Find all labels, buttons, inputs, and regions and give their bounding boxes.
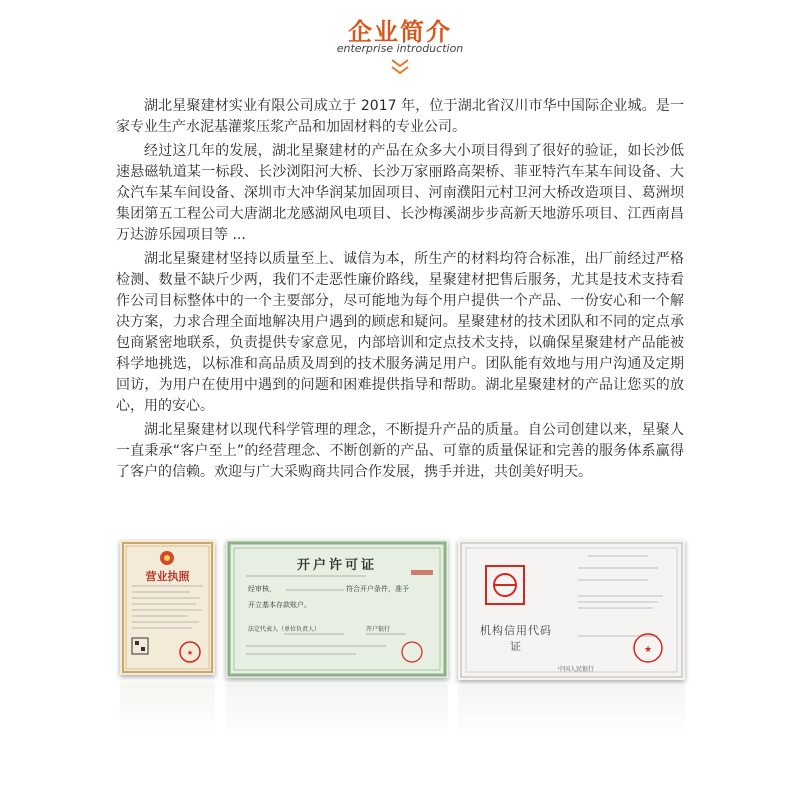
svg-text:★: ★ bbox=[643, 645, 653, 655]
account-permit-reflection bbox=[226, 684, 448, 734]
credit-code-title: 机构信用代码证 bbox=[480, 624, 552, 653]
credit-code-certificate bbox=[458, 540, 685, 680]
chevron-down-icon bbox=[387, 58, 413, 76]
credit-code-reflection bbox=[458, 686, 685, 736]
paragraph-management: 湖北星聚建材以现代科学管理的理念，不断提升产品的质量。自公司创建以来，星聚人一直秉承“客户至上”的经营理念、不断创新的产品、可靠的质量保证和完善的服务体系赢得了客户的信赖。欢迎与广大采购商共同合作发展，携手并进，共创美好明天。 bbox=[116, 422, 684, 480]
credit-logo-icon bbox=[486, 566, 524, 604]
permit-line-legal-rep: 法定代表人（单位负责人） bbox=[248, 626, 321, 633]
business-license-certificate bbox=[120, 540, 215, 675]
svg-text:★: ★ bbox=[186, 649, 194, 657]
permit-line-approved: 经审核， bbox=[248, 585, 276, 593]
bank-seal-icon bbox=[402, 642, 422, 662]
permit-line-bank: 开户银行 bbox=[366, 626, 391, 633]
qr-code-icon bbox=[132, 638, 148, 654]
paragraph-quality: 湖北星聚建材坚持以质量至上、诚信为本，所生产的材料均符合标准，出厂前经过严格检测、数量不缺斤少两，我们不走恶性廉价路线，星聚建材把售后服务，尤其是技术支持看作公司目标整体中的一个主要部分，尽可能地为每个用户提供一个产品、一份安心和一个解决方案，力求合理全面地解决用户遇到的顾虑和疑问。星聚建材的技术团队和不同的定点承包商紧密地联系，负责提供专家意见，内部培训和定点技术支持，以确保星聚建材产品能被科学地挑选，以标准和高品质及周到的技术服务满足用户。团队能有效地与用户沟通及定期回访，为用户在使用中遇到的问题和困难提供指导和帮助。湖北星聚建材的产品让您买的放心，用的安心。 bbox=[116, 251, 684, 414]
account-permit-title: 开户许可证 bbox=[296, 558, 377, 573]
paragraph-founding: 湖北星聚建材实业有限公司成立于 2017 年，位于湖北省汉川市华中国际企业城。是一家专业生产水泥基灌浆压浆产品和加固材料的专业公司。 bbox=[116, 98, 684, 135]
account-permit-certificate bbox=[226, 540, 448, 678]
paragraph-projects: 经过这几年的发展，湖北星聚建材的产品在众多大小项目得到了很好的验证，如长沙低速悬磁轨道某一标段、长沙浏阳河大桥、长沙万家丽路高架桥、菲亚特汽车某车间设备、大众汽车某车间设备、深圳市大冲华润某加固项目、河南濮阳元村卫河大桥改造项目、葛洲坝集团第五工程公司大唐湖北龙感湖风电项目、长沙梅溪湖步步高新天地游乐项目、江西南昌万达游乐园项目等 ... bbox=[116, 143, 684, 243]
company-introduction bbox=[116, 96, 684, 486]
business-license-title: 营业执照 bbox=[145, 570, 190, 583]
permit-line-conditions: 符合开户条件，准予 bbox=[346, 585, 409, 593]
business-license-reflection bbox=[120, 682, 215, 732]
section-subtitle: enterprise introduction bbox=[336, 42, 464, 55]
section-title: 企业简介 bbox=[348, 17, 452, 46]
credit-code-issuer: 中国人民银行 bbox=[558, 666, 595, 673]
permit-line-basic-account: 开立基本存款账户。 bbox=[248, 601, 311, 609]
